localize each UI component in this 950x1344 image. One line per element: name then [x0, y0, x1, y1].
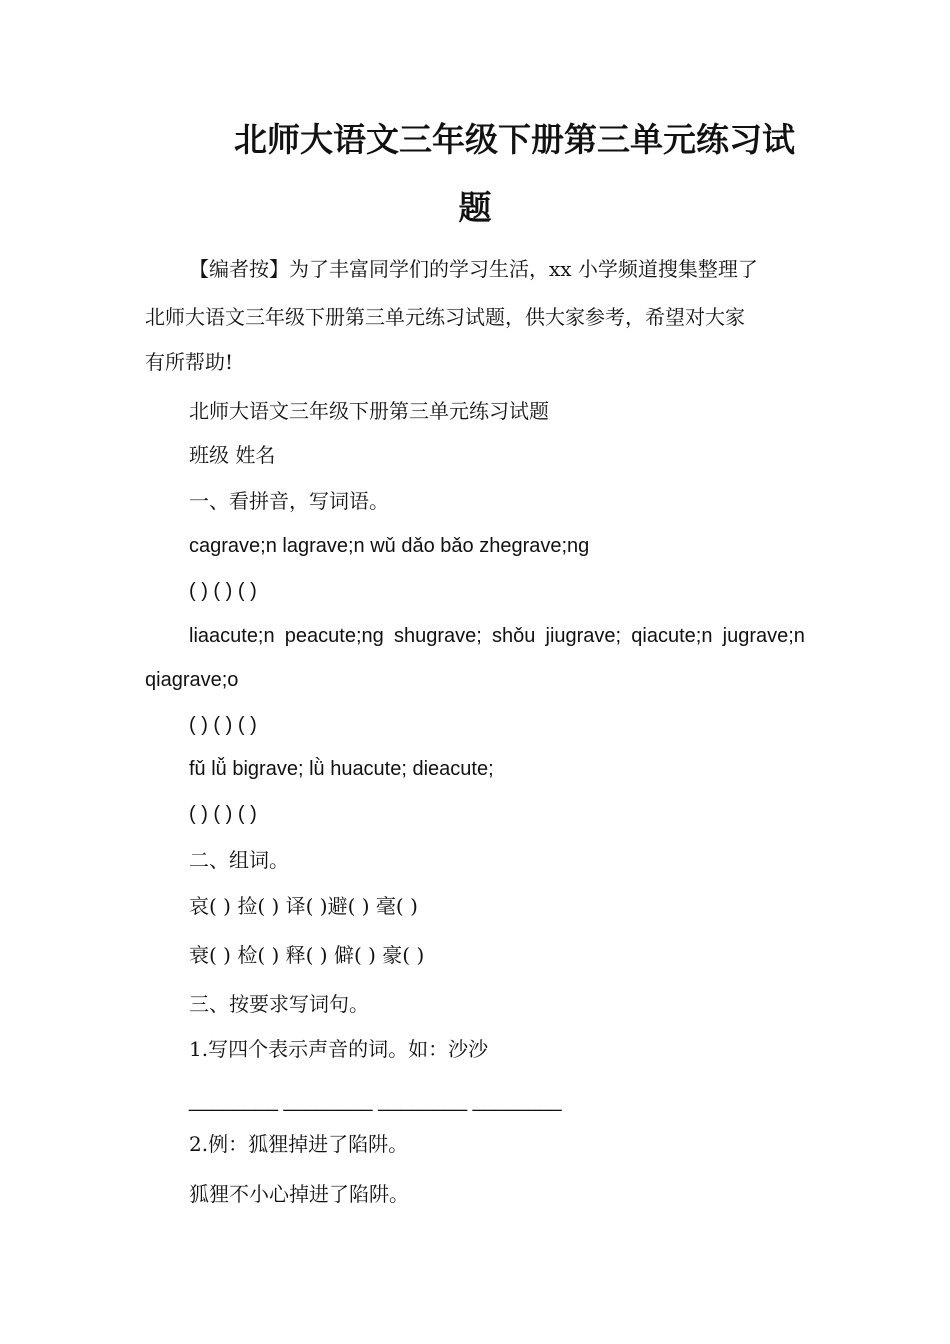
answer-blanks-1: ( ) ( ) ( ): [189, 580, 257, 602]
answer-blanks-3: ( ) ( ) ( ): [189, 803, 257, 825]
intro-line-3: 有所帮助!: [145, 350, 234, 374]
pinyin-word: shǒu: [491, 625, 536, 647]
pinyin-word: shugrave;: [393, 625, 482, 647]
pinyin-word: peacute;ng: [284, 625, 384, 647]
answer-blanks-2: ( ) ( ) ( ): [189, 714, 257, 736]
intro-line-1: 【编者按】为了丰富同学们的学习生活，xx 小学频道搜集整理了: [189, 257, 758, 281]
question-1: 1.写四个表示声音的词。如：沙沙: [189, 1037, 489, 1061]
class-name-line: 班级 姓名: [189, 443, 276, 467]
subtitle: 北师大语文三年级下册第三单元练习试题: [189, 399, 549, 423]
pinyin-row-1: cagrave;n lagrave;n wǔ dǎo bǎo zhegrave;ng: [189, 535, 590, 557]
question-2-example: 狐狸不小心掉进了陷阱。: [189, 1182, 409, 1206]
word-group-row-1: 哀( ) 捡( ) 译( )避( ) 毫( ): [189, 894, 418, 918]
section-1-heading: 一、看拼音，写词语。: [189, 489, 389, 513]
word-group-row-2: 衰( ) 检( ) 释( ) 僻( ) 豪( ): [189, 943, 425, 967]
question-2: 2.例：狐狸掉进了陷阱。: [189, 1132, 409, 1156]
document-title-line-2: 题: [458, 188, 492, 227]
pinyin-word: jugrave;n: [722, 625, 805, 647]
pinyin-row-2: [189, 622, 805, 650]
pinyin-word: qiacute;n: [631, 625, 713, 647]
intro-line-2: 北师大语文三年级下册第三单元练习试题，供大家参考，希望对大家: [145, 305, 745, 329]
pinyin-row-3: fǔ lǚ bigrave; lǜ huacute; dieacute;: [189, 758, 494, 780]
section-2-heading: 二、组词。: [189, 848, 289, 872]
pinyin-word: liaacute;n: [189, 625, 275, 647]
pinyin-row-2-continued: qiagrave;o: [145, 669, 239, 691]
document-title-line-1: 北师大语文三年级下册第三单元练习试: [234, 120, 795, 159]
section-3-heading: 三、按要求写词句。: [189, 992, 369, 1016]
question-1-answer-lines: ________ ________ ________ ________: [189, 1090, 562, 1112]
pinyin-word: jiugrave;: [545, 625, 622, 647]
